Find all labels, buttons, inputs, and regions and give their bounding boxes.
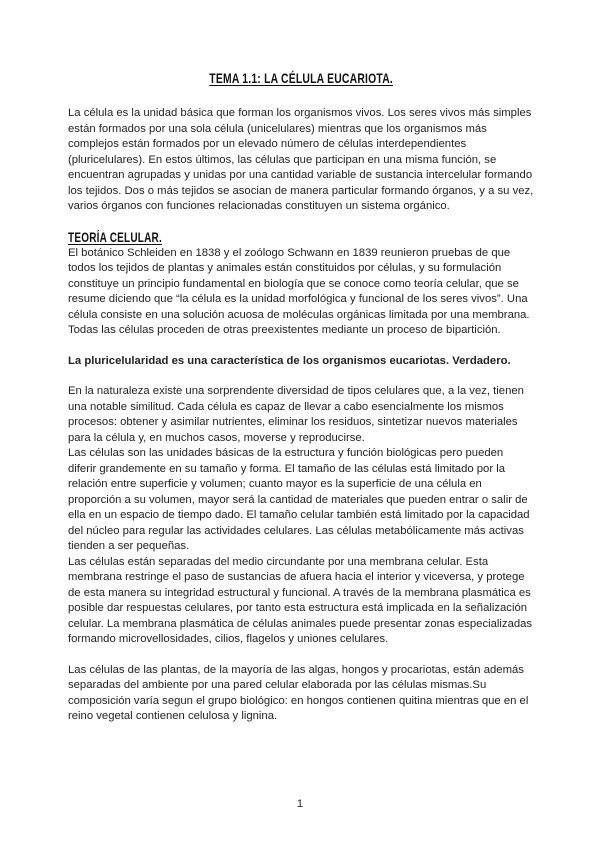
cell-theory-paragraph: El botánico Schleiden en 1838 y el zoólogo Schwann en 1839 reunieron pruebas de que todos los tejidos de plantas y animales están constituidos por células, y su formulación constituye un principio fundamental en biología que se conoce como teoría celular, que se resume diciendo que “la célula es la unidad morfológica y funcional de los seres vivos”. Una célula consiste en una solución acuosa de moléculas orgánicas limitada por una membrana. Todas las células proceden de otras preexistentes mediante un proceso de bipartición. [68, 246, 530, 336]
document-title [68, 70, 534, 87]
membrane-paragraph: Las células están separadas del medio circundante por una membrana celular. Esta membrana restringe el paso de sustancias de afuera hacia el interior y viceversa, y protege de esta manera su integridad estructural y funcional. A través de la membrana plasmática es posible dar respuestas celulares, por tanto esta estructura está implicada en la señalización celular. La membrana plasmática de células animales puede presentar zonas especializadas formando microvellosidades, cilios, flagelos y uniones celulares. [68, 555, 533, 645]
intro-paragraph: La célula es la unidad básica que forman los organismos vivos. Los seres vivos más simples están formados por una sola célula (unicelulares) mientras que los organismos más complejos están formados por un elevado número de células interdependientes (pluricelulares). En estos últimos, las células que participan en una misma función, se encuentran agrupadas y unidas por una cantidad variable de sustancia intercelular formando los tejidos. Dos o más tejidos se asocian de manera particular formando órganos, y a su vez, varios órganos con funciones relacionadas constituyen un sistema orgánico. [68, 107, 534, 212]
section-heading-teoria-celular [68, 230, 534, 246]
page-number: 1 [296, 798, 304, 810]
diversity-paragraph: En la naturaleza existe una sorprendente diversidad de tipos celulares que, a la vez, tienen una notable similitud. Cada célula es capaz de llevar a cabo esencialmente los mismos procesos: obtener y asimilar nutrientes, eliminar los residuos, sintetizar nuevos materiales para la célula y, en muchos casos, moverse y reproducirse. [68, 385, 524, 444]
bold-statement: La pluricelularidad es una característica de los organismos eucariotas. Verdadero. [68, 354, 511, 367]
cell-size-paragraph: Las células son las unidades básicas de la estructura y función biológicas pero pueden diferir grandemente en su tamaño y forma. El tamaño de las células está limitado por la relación entre superficie y volumen; cuanto mayor es la superficie de una célula en proporción a su volumen, mayor será la cantidad de materiales que pueden entrar o salir de ella en un espacio de tiempo dado. El tamaño celular también está limitado por la capacidad del núcleo para regular las actividades celulares. Las células metabólicamente más activas tienden a ser pequeñas. [68, 447, 530, 552]
section-heading-text: TEORÍA CELULAR. [68, 229, 162, 245]
cell-wall-paragraph: Las células de las plantas, de la mayoría de las algas, hongos y procariotas, están además separadas del ambiente por una pared celular elaborada por las células mismas.Su composición varía segun el grupo biológico: en hongos contienen quitina mientras que en el reino vegetal contienen celulosa y lignina. [68, 663, 529, 722]
document-title-text: TEMA 1.1: LA CÉLULA EUCARIOTA. [209, 70, 393, 86]
